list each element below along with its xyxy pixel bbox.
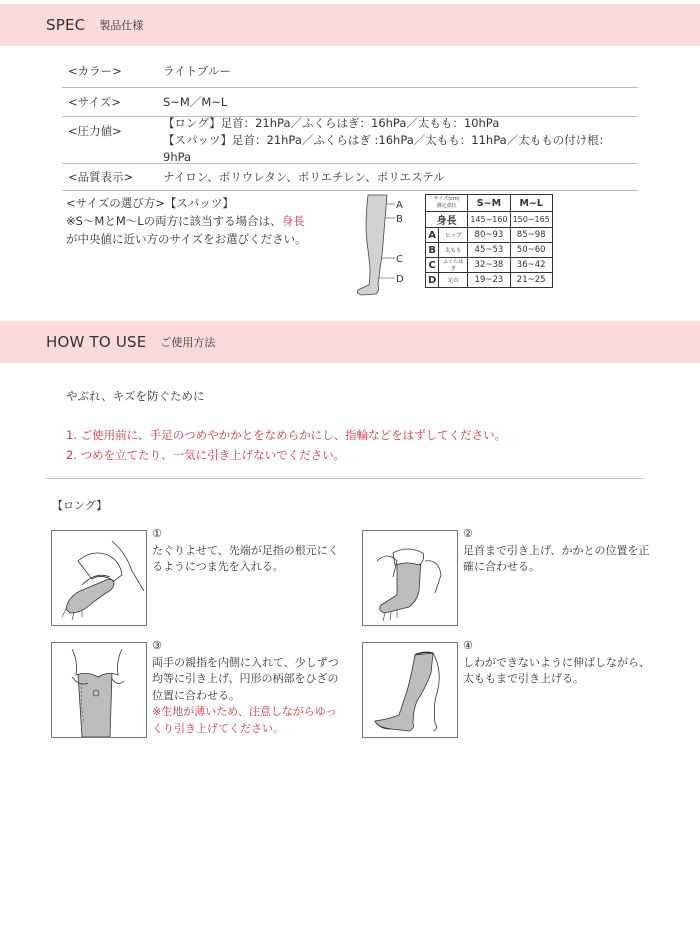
size-table [425,194,553,288]
spec-key: <品質表示> [68,169,134,184]
step-number: ① [152,527,162,540]
spec-subtitle: 製品仕様 [99,19,144,32]
size-cell: 36~42 [510,258,552,273]
size-table-corner: サイズ(cm) 測定部位 [426,195,468,212]
step-line: たぐりよせて、先端が足指の根元にく [152,543,339,557]
howto-title: HOW TO USE [46,333,147,351]
divider [46,478,644,479]
step-line: るようにつま先を入れる。 [152,560,284,573]
step-1-illustration [51,530,147,626]
size-guide-heading: <サイズの選び方>【スパッツ】 [66,196,234,210]
step-number: ② [463,527,473,540]
spec-table [62,56,638,191]
size-cell: 80~93 [468,228,510,243]
size-row-part: ヒップ [439,228,468,243]
step-1-text [152,526,342,576]
spec-key: <圧力値> [68,124,122,138]
long-label: 【ロング】 [52,499,108,512]
step-3-illustration [51,642,147,738]
leg-label-b: B [396,214,403,225]
step-line: 均等に引き上げ、円形の柄部をひざの [152,672,339,685]
size-row-letter: D [426,273,439,288]
spec-key: <カラー> [68,64,122,78]
spec-row-material [62,164,638,191]
step-4-illustration [362,642,458,738]
spec-row-pressure [62,117,638,164]
leg-label-c: C [396,254,403,265]
size-row-letter: B [426,243,439,258]
howto-header [0,321,700,363]
step-3-text [152,638,342,737]
step-line: 確に合わせる。 [463,560,540,573]
spec-row-size [62,88,638,117]
spec-value: S~M／M~L [163,94,228,109]
size-guide-text: ※S～MとM～Lの両方に該当する場合は、 [66,214,282,228]
note-1: 1. ご使用前に、手足のつめやかかとをなめらかにし、指輪などをはずしてください。 [66,428,507,442]
size-row-letter: C [426,258,439,273]
size-cell: 85~98 [510,228,552,243]
howto-subtitle: ご使用方法 [160,336,216,349]
size-col-ml: M~L [510,195,552,212]
size-guide [66,194,356,248]
size-cell: 50~60 [510,243,552,258]
leg-label-d: D [396,274,404,285]
size-row-letter: A [426,228,439,243]
step-warning: ※生地が薄いため、注意しながらゆっ [152,705,337,718]
spec-header [0,4,700,46]
spec-value-long: 【ロング】足首：21hPa／ふくらはぎ：16hPa／太もも：10hPa [163,115,500,130]
size-cell: 150~165 [510,212,552,228]
spec-value-spats: 【スパッツ】足首：21hPa／ふくらはぎ :16hPa／太もも：11hPa／太ももの付け根：9hPa [163,132,611,164]
step-warning: くり引き上げてください。 [152,721,284,735]
size-row-part: 太もも [439,243,468,258]
size-cell: 145~160 [468,212,510,228]
step-line: 両手の親指を内側に入れて、少しずつ [152,655,339,669]
spec-key: <サイズ> [68,94,121,109]
size-row-height-label: 身長 [426,212,468,228]
size-cell: 21~25 [510,273,552,288]
howto-intro: やぶれ、キズを防ぐために [66,389,205,403]
step-number: ④ [463,639,473,652]
spec-row-color [62,56,638,88]
step-line: しわができないように伸ばしながら、 [463,655,650,669]
howto-notes [66,425,506,465]
size-row-part: 足首 [439,273,468,288]
leg-label-a: A [396,200,403,211]
step-line: 足首まで引き上げ、かかとの位置を正 [463,543,650,557]
leg-diagram [352,192,412,304]
spec-value: ナイロン、ポリウレタン、ポリエチレン、ポリエステル [163,169,445,184]
size-cell: 45~53 [468,243,510,258]
size-guide-text: が中央値に近い方のサイズをお選びください。 [66,232,307,246]
step-line: 太ももまで引き上げる。 [463,672,584,685]
spec-value: ライトブルー [163,64,231,78]
size-col-sm: S~M [468,195,510,212]
step-4-text [463,638,653,688]
size-cell: 32~38 [468,258,510,273]
size-cell: 19~23 [468,273,510,288]
step-number: ③ [152,639,162,652]
step-2-illustration [362,530,458,626]
size-row-part: ふくらはぎ [439,258,468,273]
spec-title: SPEC [46,16,86,34]
step-line: 位置に合わせる。 [152,688,240,702]
note-2: 2. つめを立てたり、一気に引き上げないでください。 [66,448,346,462]
step-2-text [463,526,653,576]
size-guide-emphasis: 身長 [281,214,305,228]
